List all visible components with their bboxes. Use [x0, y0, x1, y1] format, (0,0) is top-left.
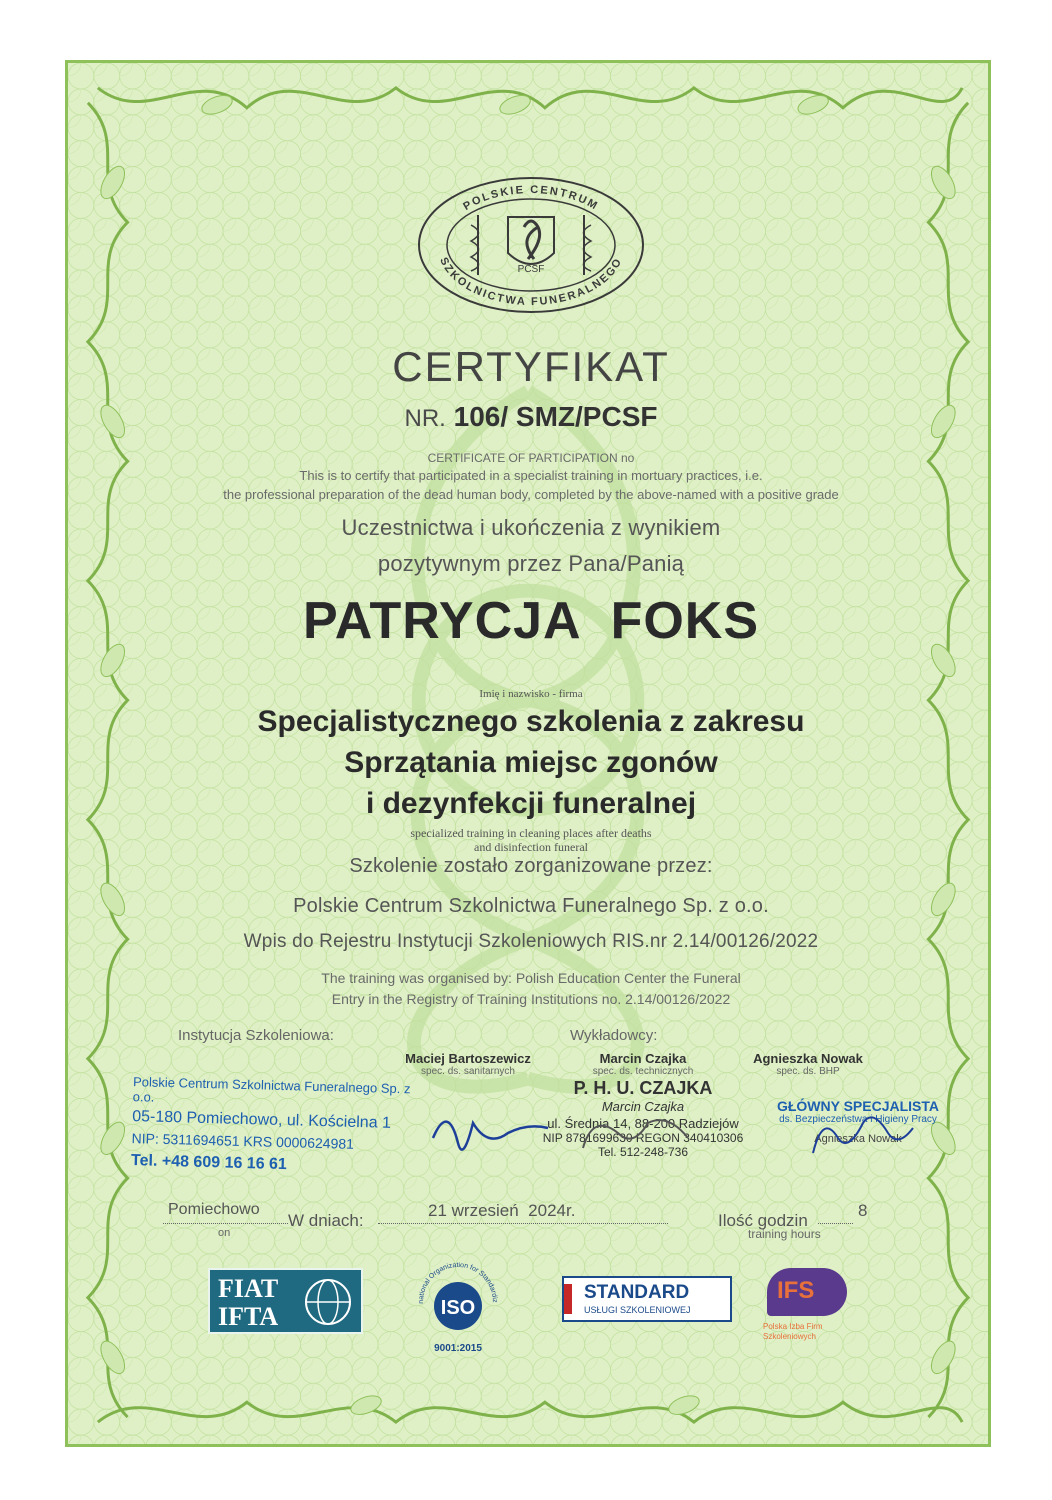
- pcsf-seal: [416, 175, 646, 315]
- stamp-institution-line-2: 05-180 Pomiechowo, ul. Kościelna 1: [131, 1108, 392, 1132]
- seal-top-text: POLSKIE CENTRUM: [461, 183, 601, 213]
- globe-icon: [302, 1276, 354, 1328]
- iso-ring-text: national Organization for Standardiz: [417, 1261, 499, 1304]
- signature-czajka: [583, 1120, 688, 1148]
- signatures-graphic: [418, 1093, 978, 1173]
- days-label: W dniach:: [288, 1211, 364, 1230]
- lecturer-1-name: Maciej Bartoszewicz: [405, 1051, 531, 1066]
- training-title-line-3: i dezynfekcji funeralnej: [365, 787, 697, 820]
- training-title-line-1: Specjalistycznego szkolenia z zakresu: [257, 705, 805, 738]
- training-title-line-2: Sprzątania miejsc zgonów: [344, 746, 718, 779]
- name-caption: Imię i nazwisko - firma: [479, 688, 583, 700]
- ifs-logo: [763, 1268, 863, 1348]
- place-value: Pomiechowo: [168, 1201, 260, 1218]
- standard-text: STANDARD: [584, 1282, 690, 1303]
- certificate-sheet: [65, 60, 991, 1447]
- stamp-czajka-line-2: Marcin Czajka: [601, 1099, 685, 1114]
- ifta-text: IFTA: [218, 1302, 279, 1331]
- organised-by-label: Szkolenie zostało zorganizowane przez:: [349, 855, 713, 877]
- hours-caption: training hours: [748, 1227, 821, 1241]
- signature-nowak: [813, 1117, 913, 1153]
- hours-dotted-line: [818, 1223, 853, 1224]
- stamp-specialist-line-2: ds. Bezpieczeństwa i Higieny Pracy: [779, 1114, 937, 1125]
- lecturer-3-name: Agnieszka Nowak: [753, 1051, 863, 1066]
- lecturer-2: [568, 1051, 718, 1077]
- organiser-eng-name: The training was organised by: Polish Education Center the Funeral: [321, 970, 741, 986]
- eng-intro-line-3: the professional preparation of the dead human body, completed by the above-named with a positive grade: [223, 487, 839, 502]
- seal-center-text: PCSF: [517, 264, 545, 275]
- standard-accent: [564, 1284, 572, 1314]
- iso-text: ISO: [440, 1297, 476, 1319]
- fiat-text: FIAT: [218, 1274, 279, 1303]
- pol-intro-line-1: Uczestnictwa i ukończenia z wynikiem: [341, 515, 721, 540]
- number-value: 106/ SMZ/PCSF: [453, 401, 658, 432]
- stamp-specialist-line-3: Agnieszka Nowak: [814, 1133, 902, 1145]
- ifs-caption: Polska Izba Firm Szkoleniowych: [763, 1322, 823, 1341]
- place-dotted-line: [163, 1223, 288, 1224]
- standard-logo: [562, 1276, 732, 1322]
- lecturer-2-name: Marcin Czajka: [599, 1051, 687, 1066]
- training-eng-line-1: specialized training in cleaning places after deaths: [410, 826, 652, 840]
- ribbon-icon: [524, 221, 540, 259]
- days-value: 21 wrzesień 2024r.: [428, 1201, 576, 1220]
- signature-bartoszewicz: [433, 1122, 548, 1150]
- stamp-czajka-line-1: P. H. U. CZAJKA: [573, 1078, 713, 1098]
- stamp-institution-line-3: NIP: 5311694651 KRS 0000624981: [131, 1130, 355, 1152]
- stamp-institution-line-4: Tel. +48 609 16 16 61: [130, 1152, 288, 1174]
- stamp-czajka-line-4: NIP 8781699630 REGON 340410306: [542, 1131, 744, 1145]
- pol-intro-line-2: pozytywnym przez Pana/Panią: [377, 551, 685, 576]
- lecturer-1: [388, 1051, 548, 1077]
- institution-stamp: [131, 1074, 433, 1178]
- iso-logo: [413, 1258, 503, 1353]
- organiser-name: Polskie Centrum Szkolnictwa Funeralnego Sp. z o.o.: [293, 895, 769, 917]
- eng-intro-line-1: CERTIFICATE OF PARTICIPATION no: [427, 451, 635, 465]
- lecturers-label: Wykładowcy:: [570, 1027, 658, 1044]
- eng-intro-line-2: This is to certify that participated in a specialist training in mortuary practices, i.e.: [299, 468, 763, 483]
- lecturer-3-role: spec. ds. BHP: [776, 1066, 840, 1077]
- participant-name: PATRYCJA FOKS: [302, 592, 760, 650]
- iso-number: 9001:2015: [434, 1343, 482, 1354]
- seal-bottom-text: SZKOLNICTWA FUNERALNEGO: [437, 255, 625, 309]
- ifs-text: IFS: [777, 1277, 815, 1304]
- standard-subtext: USŁUGI SZKOLENIOWEJ: [584, 1305, 691, 1315]
- organiser-eng-registry: Entry in the Registry of Training Institutions no. 2.14/00126/2022: [331, 991, 731, 1007]
- certificate-title: CERTYFIKAT: [392, 343, 670, 390]
- training-eng-line-2: and disinfection funeral: [474, 840, 588, 854]
- institution-label: Instytucja Szkoleniowa:: [178, 1027, 334, 1044]
- organiser-registry: Wpis do Rejestru Instytucji Szkoleniowych RIS.nr 2.14/00126/2022: [243, 931, 819, 952]
- stamp-institution-line-1: Polskie Centrum Szkolnictwa Funeralnego Sp. z o.o.: [132, 1074, 411, 1105]
- stamp-czajka-line-5: Tel. 512-248-736: [597, 1145, 689, 1159]
- number-prefix: NR.: [404, 405, 446, 432]
- stamp-czajka-line-3: ul. Średnia 14, 88-200 Radziejów: [547, 1116, 739, 1131]
- stamp-specialist-line-1: GŁÓWNY SPECJALISTA: [776, 1098, 940, 1114]
- certificate-number: [68, 401, 991, 433]
- lecturer-2-role: spec. ds. technicznych: [592, 1066, 694, 1077]
- lecturer-1-role: spec. ds. sanitarnych: [421, 1066, 515, 1077]
- hours-label: Ilość godzin: [718, 1211, 808, 1230]
- place-caption: on: [218, 1227, 231, 1239]
- iso-emblem-icon: [413, 1258, 503, 1338]
- fiat-ifta-logo: [208, 1268, 363, 1334]
- hours-value: 8: [858, 1201, 868, 1220]
- days-dotted-line: [378, 1223, 668, 1224]
- lecturer-3: [733, 1051, 883, 1077]
